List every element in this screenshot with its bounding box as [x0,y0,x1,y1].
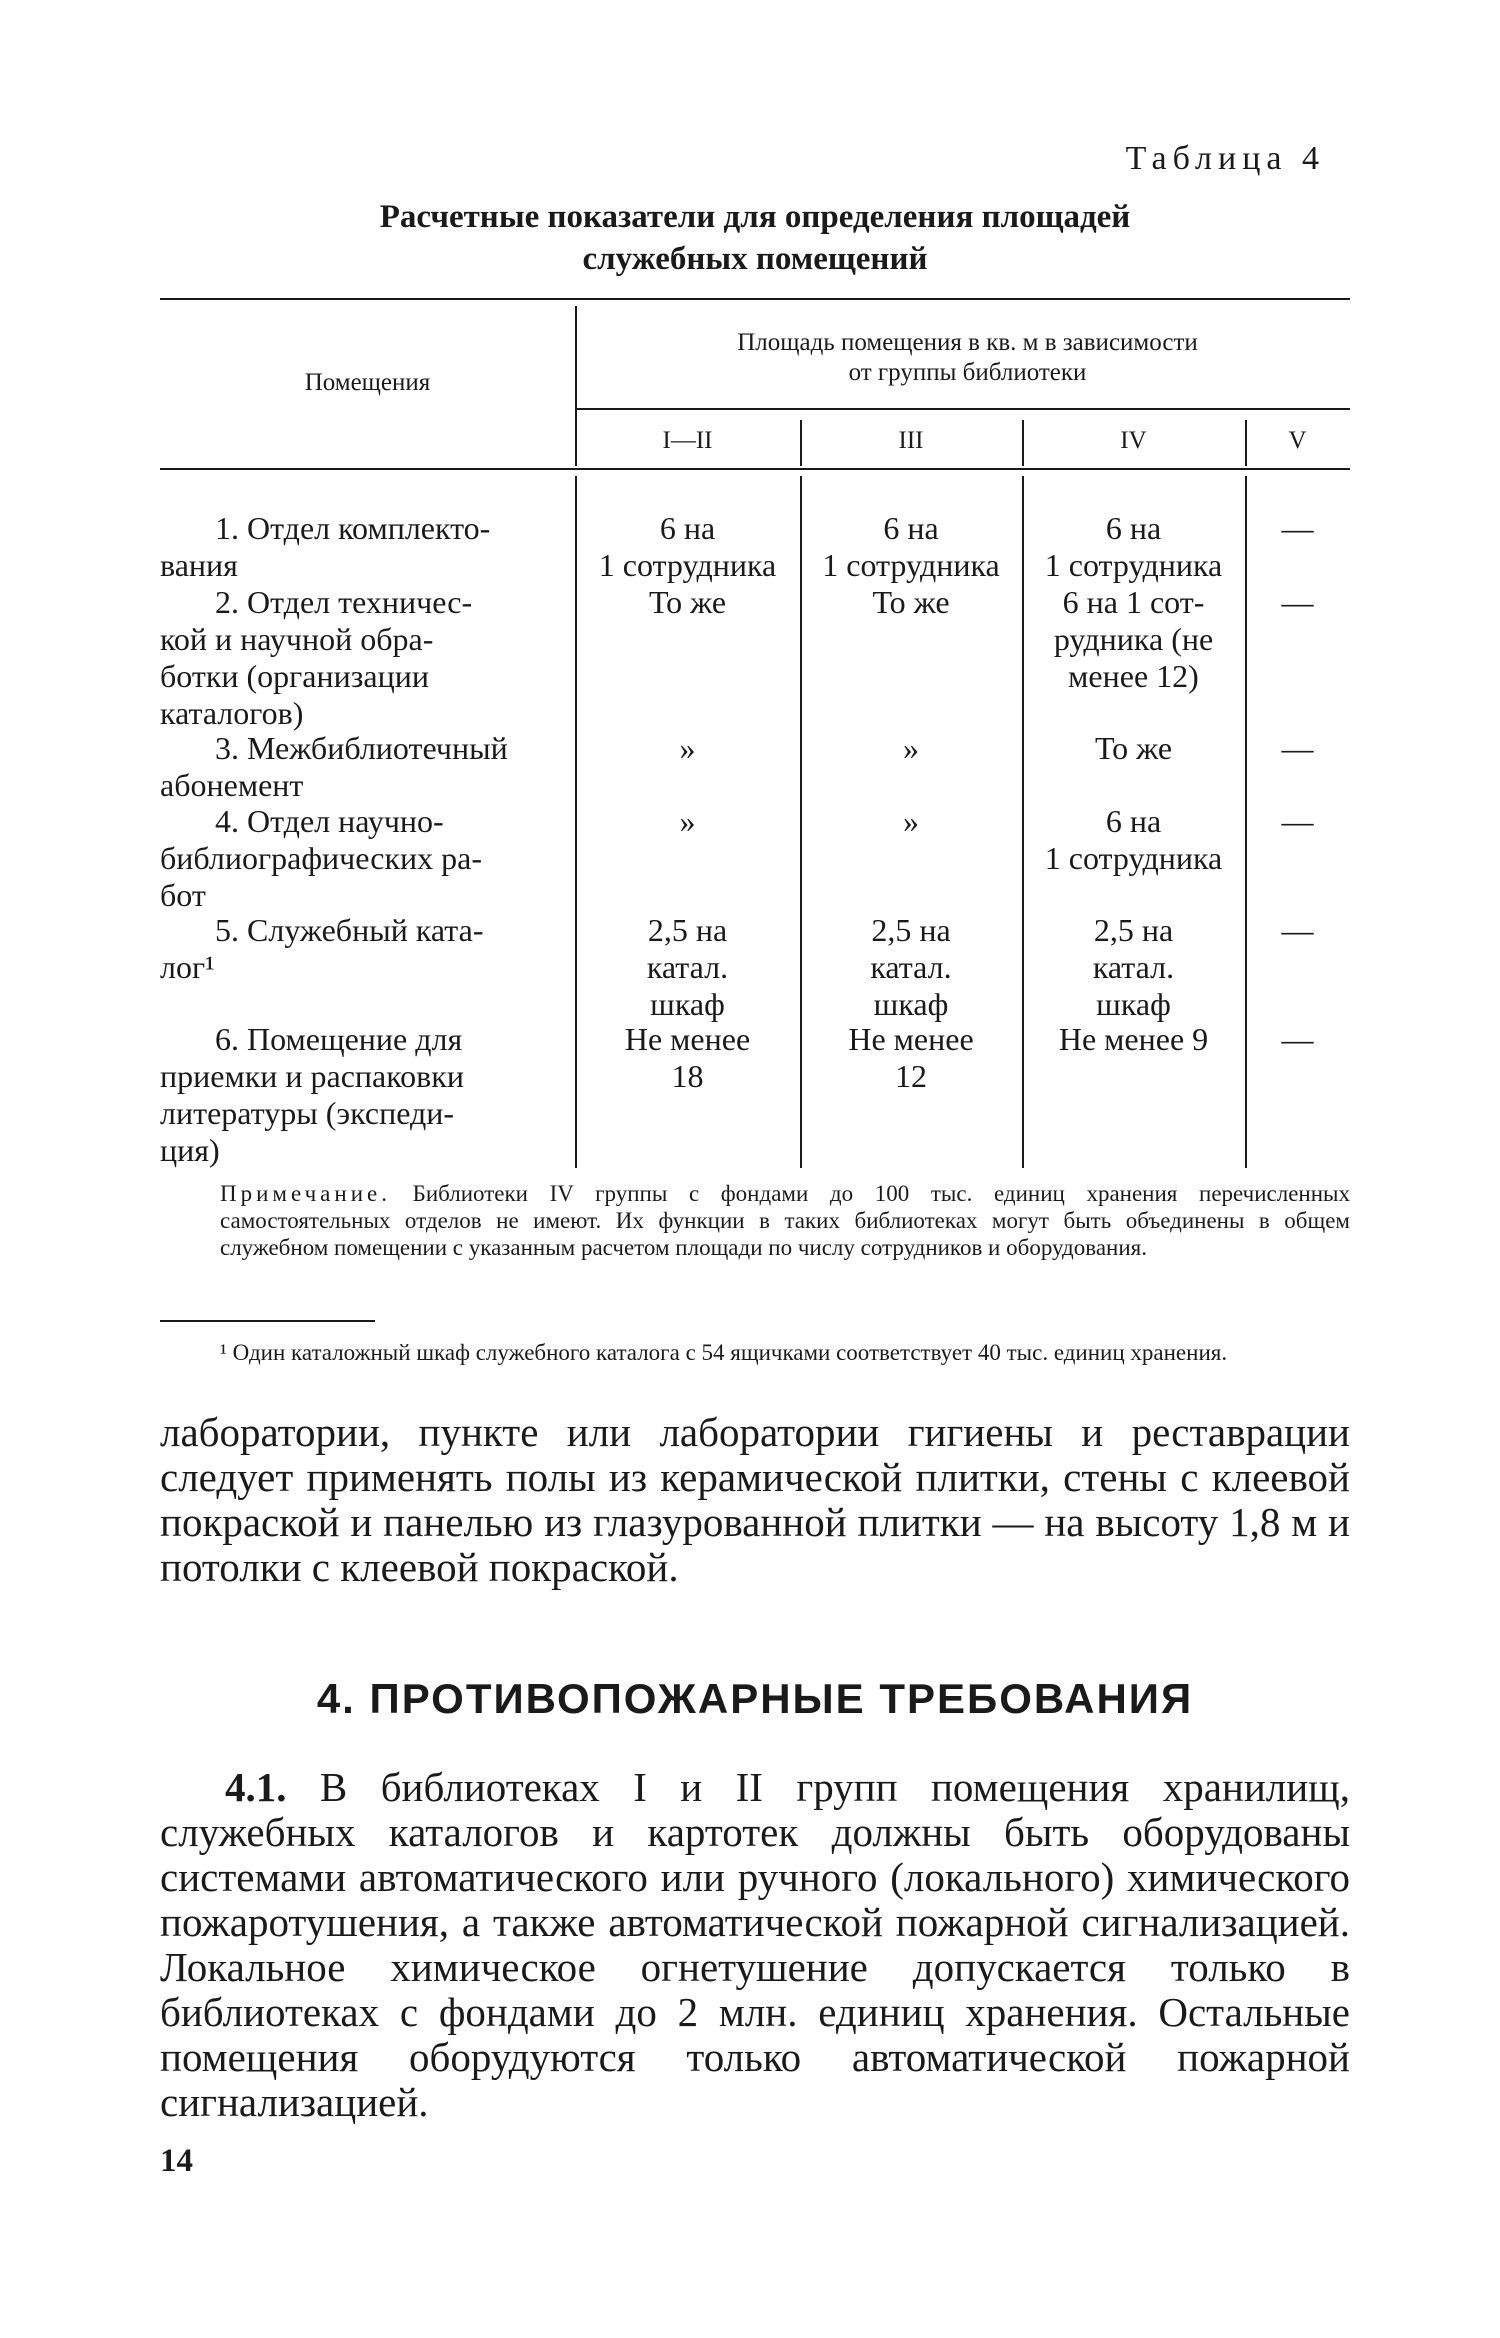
header-group-rule [575,408,1350,410]
cell-line: шкаф [873,986,949,1022]
group-header-5: V [1288,427,1307,454]
room-line: кой и научной обра- [160,621,434,657]
room-line: бот [160,877,206,913]
cell-line: 6 на [1105,803,1162,839]
room-line: 3. Межбиблиотечный [215,730,508,766]
table-cell-group-1-2 [575,1021,800,1095]
room-line: абонемент [160,767,304,803]
cell-line: » [679,730,696,766]
cell-line: шкаф [1096,986,1171,1022]
room-line: литературы (экспеди- [160,1095,455,1131]
cell-line: Не менее [848,1021,974,1057]
table-cell-group-5: — [1281,584,1314,620]
cell-line: 6 на [659,510,716,546]
cell-line: катал. [646,949,729,985]
room-line: приемки и распаковки [160,1058,464,1094]
room-line: ция) [160,1132,220,1168]
table-title-line: служебных помещений [582,241,928,277]
cell-line: » [903,730,919,766]
section-heading: 4. ПРОТИВОПОЖАРНЫЕ ТРЕБОВАНИЯ [316,1675,1194,1722]
footnote: ¹ Один каталожный шкаф служебного каталога с 54 ящичками соответствует 40 тыс. единиц хранения. [220,1340,1228,1365]
table-cell-group-5: — [1281,730,1314,766]
area-table [160,298,1350,1168]
table-title-line: Расчетные показатели для определения площадей [379,199,1131,235]
room-line: 6. Помещение для [215,1021,463,1057]
cell-line: менее 12) [1068,658,1199,694]
table-cell-group-4 [1022,730,1245,767]
cell-line: 2,5 на [871,912,951,948]
cell-line: 6 на [883,510,939,546]
cell-line: 12 [895,1058,927,1094]
cell-line: » [903,803,919,839]
note-text: Библиотеки IV группы с фондами до 100 тыс. единиц хранения перечисленных самостоятельных отделов не имеют. Их функции в таких библиотеках могут быть объединены в общем служебном помещении с указанным расчетом площади по числу сотрудников и оборудования. [220,1181,1350,1260]
area-column-header [585,328,1350,388]
table-row-room [160,730,555,804]
note-label: Примечание. [220,1181,391,1206]
room-line: библиографических ра- [160,840,482,876]
group-header-4: IV [1120,427,1147,454]
room-line: вания [160,547,238,583]
page-number: 14 [160,2143,193,2179]
body-paragraph: лаборатории, пункте или лаборатории гигиены и реставрации следует применять полы из керамической плитки, стены с клеевой покраской и панелью из глазурованной плитки — на высоту 1,8 м и потолки с клеевой покраской. [160,1409,1350,1590]
cell-line: шкаф [650,986,725,1022]
area-header-line: Площадь помещения в кв. м в зависимости [737,329,1198,356]
cell-line: 2,5 на [647,912,728,948]
cell-line: Не менее 9 [1058,1021,1209,1057]
footnote-rule [160,1320,375,1322]
cell-line: 6 на 1 сот- [1062,584,1205,620]
table-cell-group-3 [800,803,1022,840]
table-cell-group-3 [800,912,1022,1023]
cell-line: То же [1094,730,1173,766]
table-row-room [160,803,555,914]
room-line: лог¹ [160,949,215,985]
cell-line: рудника (не [1053,621,1214,657]
rooms-column-header: Помещения [304,369,431,396]
cell-line: катал. [1092,949,1175,985]
table-number-label: Таблица 4 [1125,140,1325,177]
group-header-1-2: I—II [662,427,713,454]
table-cell-group-1-2 [575,730,800,767]
table-cell-group-3 [800,584,1022,621]
room-line: 4. Отдел научно- [215,803,444,839]
table-row-room [160,510,555,584]
cell-line: 6 на [1105,510,1162,546]
cell-line: 18 [671,1058,704,1094]
room-line: каталогов) [160,695,304,731]
table-cell-group-1-2 [575,803,800,840]
table-cell-group-4 [1022,912,1245,1023]
paragraph-number: 4.1. [225,1764,287,1810]
body-paragraph [160,1765,1350,2125]
room-line: 1. Отдел комплекто- [215,510,491,546]
cell-line: То же [872,584,950,620]
paragraph-text: В библиотеках I и II групп помещения хранилищ, служебных каталогов и картотек должны быть оборудованы системами автоматического или ручного (локального) химического пожаротушения, а также автоматической пожарной сигнализацией. Локальное химическое огнетушение допускается только в библиотеках с фондами до 2 млн. единиц хранения. Остальные помещения оборудуются только автоматической пожарной сигнализацией. [160,1764,1350,2125]
table-cell-group-5: — [1281,1021,1314,1057]
cell-line: 1 сотрудника [822,547,1000,583]
table-cell-group-1-2 [575,912,800,1023]
room-line: ботки (организации [160,658,429,694]
table-title [230,196,1280,280]
group-header-3: III [898,427,924,454]
room-line: 2. Отдел техничес- [215,584,473,620]
table-note [220,1180,1350,1261]
table-row-room [160,584,555,732]
table-row-room [160,1021,555,1169]
table-cell-group-4 [1022,584,1245,695]
cell-line: 2,5 на [1093,912,1174,948]
cell-line: То же [648,584,727,620]
table-cell-group-1-2 [575,510,800,584]
table-cell-group-4 [1022,803,1245,877]
room-line: 5. Служебный ката- [215,912,484,948]
table-cell-group-4 [1022,1021,1245,1058]
table-cell-group-3 [800,730,1022,767]
table-top-rule [160,298,1350,300]
cell-line: » [679,803,696,839]
cell-line: 1 сотрудника [598,547,777,583]
header-bottom-rule [160,468,1350,470]
cell-line: катал. [870,949,952,985]
table-cell-group-3 [800,510,1022,584]
table-cell-group-3 [800,1021,1022,1095]
table-cell-group-1-2 [575,584,800,621]
table-cell-group-4 [1022,510,1245,584]
cell-line: 1 сотрудника [1044,840,1223,876]
cell-line: 1 сотрудника [1044,547,1223,583]
table-cell-group-5: — [1281,912,1314,948]
table-row-room [160,912,555,986]
table-cell-group-5: — [1281,803,1314,839]
table-cell-group-5: — [1281,510,1314,546]
area-header-line: от группы библиотеки [848,359,1087,386]
cell-line: Не менее [624,1021,751,1057]
